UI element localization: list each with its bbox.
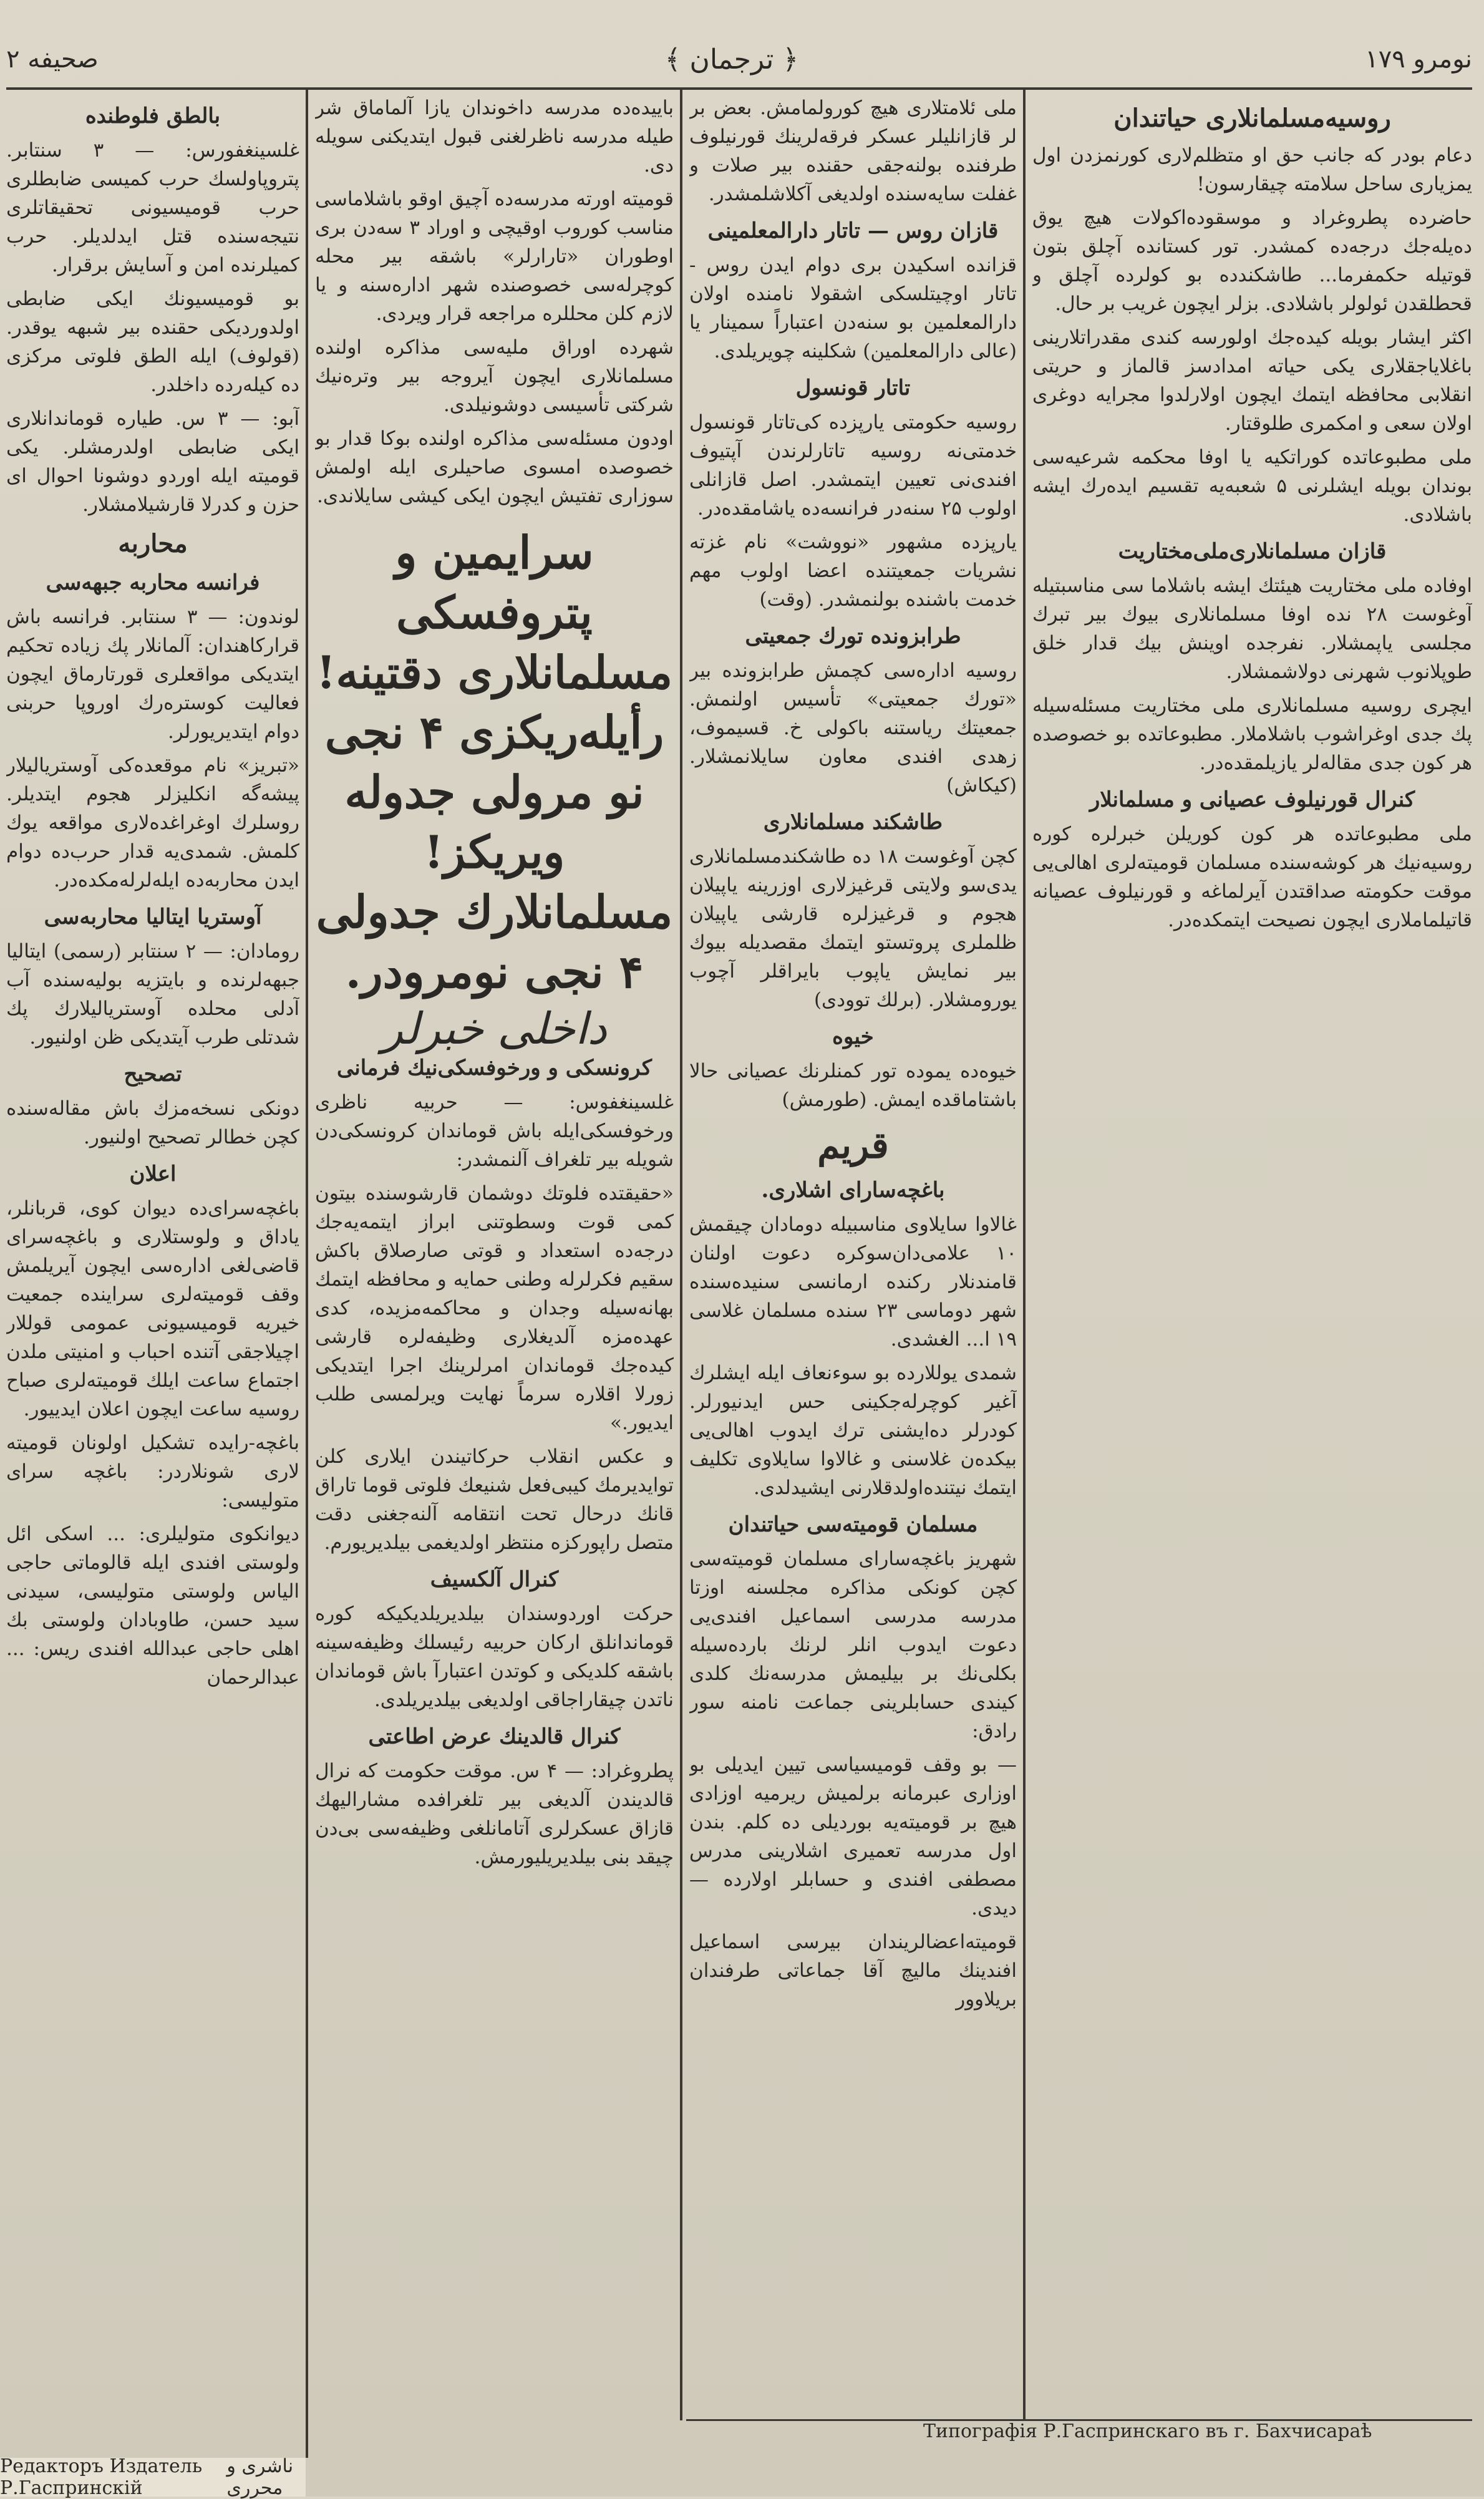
article-paragraph: بو قومیسیونك ایکی ضابطی اولدوردیکی حقنده بیر شبهه یوقدر. (قولوف) ایله الطق فلوتی مرکزی ده کیله‌رده داخلدر. [6,288,299,396]
article-paragraph: شهریز باغچه‌سارای مسلمان قومیته‌سی کچن کونکی مذاکره مجلسنه اوزتا مدرسه مدرسی اسماعیل افندی‌یی دعوت ایدوب انلر لرنك بارده‌سیله بکلی‌نك بر بیلیمش مدرسه‌نك کلدی کیندی حسابلرینی جماعت نامنه سور رادق: [689,1548,1017,1742]
section-heading: قازان روس — تاتار دارالمعلمینی [707,218,999,243]
section-heading: اعلان [129,1162,177,1186]
column-divider [306,87,308,2458]
publisher-ru: Редакторъ Издатель Р.Гаспринскій [0,2455,203,2499]
section-heading: باغچه‌سارای اشلاری. [761,1178,945,1203]
section-heading: کنرال قالدینك عرض اطاعتی [368,1724,621,1749]
article-paragraph: دیوانکوی متولیلری: ... اسکی ائل ولوستی افندی ایله قالوماتی حاجی الیاس ولوستی متولیسی، سیدنی سید حسن، طاوبادان ولوستی بك اهلی حاجی عبدالله افندی ریس: ... عبدالرحمان [6,1523,299,1689]
masthead-rule [6,87,1472,90]
section-heading: قازان مسلمانلاری‌ملی‌مختاریت [1118,539,1387,564]
column-4 [6,94,299,2458]
section-heading: طاشکند مسلمانلاری [763,810,943,835]
article-paragraph: یارپزده مشهور «نووشت» نام غزته نشریات جمعیتنده اعضا اولوب مهم خدمت باشنده بولنمشدر. (وقت) [689,531,1017,611]
article-paragraph: «حقیقتده فلوتك دوشمان قارشوسنده بیتون کمی قوت وسطوتنی ابراز ایتمه‌یه‌جك درجه‌ده استعداد و قوتی صارصلاق باکش سقیم فکرلرله وطنی حمایه و محافظه ایتمك بهانه‌سیله وجدان و محاکمه‌مزیده، کدی عهده‌مزه آلدیغلاری وظیفه‌لره قارشی کیده‌جك قوماندان امرلرینك اجرا ایتدیکی زورلا اقلاره سرماً نهایت ویرلمسی طلب ایدیور.» [315,1182,674,1434]
printer-imprint: Типографія Р.Гаспринскаго въ г. Бахчисараѣ [923,2420,1372,2442]
article-paragraph: حرکت اوردوسندان بیلدیریلدیکیکه کوره قوماندانلق ارکان حربیه رئیسلك وظیفه‌سینه باشقه کلدیکی و کوتدن اعتبارآ باش قوماندان ناتدن چیقاراجاقی اولدیغی بیلدیریلدی. [315,1603,674,1711]
masthead [6,37,1472,81]
section-heading: تصحیح [124,1062,182,1087]
article-paragraph: ملی مطبوعاتده کوراتکیه یا اوفا محکمه شرعیه‌سی بوندان بویله ایشلرنی ۵ شعبه‌یه تقسیم ایده‌رك ایشه باشلادی. [1032,446,1472,526]
article-paragraph: باغچه-رایده تشکیل اولونان قومیته لاری شونلاردر: باغچه سرای متولیسی: [6,1432,299,1512]
section-heading: محاربه [118,529,188,558]
article-paragraph: باغچه‌سرای‌ده دیوان کوی، قربانلر، یاداق و ولوستلاری و باغچه‌سرای قاضی‌لغی اداره‌سی ایچون آیریلمش وقف قومیته‌لری سراینده جمعیت خیریه قومیسیونی عمومی قوللار اچیلاجقی آتنده احباب و امنیتی ملدن اجتماع ساعت ایلك قومیته‌لری صباح روسیه ساعت ایچون اعلان ایدییور. [6,1197,299,1420]
publisher-tt: ناشری و محرری [226,2455,294,2499]
article-paragraph: باییده‌ده مدرسه داخوندان یازا آلماماق شر طیله مدرسه ناظرلغنی قبول ایتدیکنی سویله دی. [315,97,674,177]
page-number: صحیفه ۲ [6,45,99,74]
column-1 [1032,94,1472,2414]
article-paragraph: — بو وقف قومیسیاسی تیین ایدیلی بو اوزاری عبرمانه برلمیش ریرمیه اوزادی هیچ بر قومیته‌یه بوردیلی ده کلم. بندن اول مدرسه تعمیری اشلارینی مدرس مصطفی افندی و حسابلر اولارده — دیدی. [689,1754,1017,1919]
section-ornament-heading: داخلی خبرلر [382,1003,607,1054]
article-paragraph: اوفاده ملی مختاریت هیئتك ایشه باشلاما سی مناسبتیله آوغوست ۲۸ نده اوفا مسلمانلاری بیوك بیر تبرك مجلسی یاپمشلار. نفرجده اوینش بیك قدار خلق طوپلانوب شهرنی دولاشمشلار. [1032,575,1472,683]
section-heading: کنرال قورنیلوف عصیانی و مسلمانلار [1089,787,1415,812]
column-divider [680,87,682,2420]
article-paragraph: دونکی نسخه‌مزك باش مقاله‌سنده کچن خطالر تصحیح اولنیور. [6,1097,299,1148]
article-paragraph: دعام بودر که جانب حق او متظلم‌لاری کورنمزدن اول یمزیاری ساحل سلامته چیقارسون! [1032,144,1472,195]
section-heading: تاتار قونسول [795,376,911,400]
issue-number: ۱۷۹ نومرو [1365,45,1472,74]
section-heading: فرانسه محاربه جبهه‌سی [46,570,260,595]
section-heading: قريم [817,1124,889,1167]
article-paragraph: غلسینغفورس: — ۳ سنتابر. پتروپاولسك حرب کمیسی ضابطلری حرب قومیسیونی تحقیقاتلری نتیجه‌سنده قتل ایدلدیلر. حرب کمیلرنده امن و آسایش برقرار. [6,139,299,276]
article-paragraph: آبو: — ۳ س. طیاره قوماندانلاری ایکی ضابطی اولدرمشلر. یکی قومیته ایله اوردو دوشونا احوال ای حزن و کدرلا قارشیلامشلار. [6,407,299,516]
article-paragraph: ایچری روسیه مسلمانلاری ملی مختاریت مسئله‌سیله پك جدی اوغراشوب باشلاملار. مطبوعاتده بو خصوصده هر کون جدی مقاله‌لر یازیلمقده‌در. [1032,694,1472,774]
section-heading: کرونسکی و ورخوفسکی‌نیك فرمانی [336,1055,652,1080]
section-heading: بالطق فلوطنده [85,104,221,129]
article-paragraph: شمدی یوللارده بو سوءنعاف ایله ایشلرك آغیر کوچرله‌جکینی حس ایدنیورلر. کودرلر ده‌ایشنی ترك ایدوب اهالی‌یی بیکده‌ن غلاسنی و غالاوا سایلاوی تکلیف ایتمك نیتنده‌اولدقلارنی ایشیدلدی. [689,1362,1017,1499]
column-divider [1023,87,1026,2420]
section-heading: کنرال آلکسیف [430,1567,559,1592]
section-heading: طرابزونده تورك جمعیتی [745,624,961,649]
election-notice: سرایمین و پتروفسکی مسلمانلاری دقتینه! رأیله‌ریکزی ۴ نجی نو مرولی جدوله ویریکز! مسلمانلارك جدولی ۴ نجی نومرودر. [316,526,673,998]
article-paragraph: ملی مطبوعاتده هر کون کوریلن خبرلره کوره روسیه‌نیك هر کوشه‌سنده مسلمان قومیته‌لری اهالی‌یی موقت حکومته صداقتدن آیرلماغه و قورنیلوف عصیانه قاتیلماملاری ایچون نصیحت ایتمکده‌در. [1032,823,1472,931]
article-paragraph: کچن آوغوست ۱۸ ده طاشکندمسلمانلاری یدی‌سو ولایتی قرغیزلاری اوزرینه یاپیلان هجوم و قرغیزلره قارشی یاپیلان ظلملری پروتستو ایتمك مقصدیله بیوك بیر نمایش یاپوب بایراقلر آچوب یورومشلار. (برلك توودی) [689,845,1017,1011]
section-heading: آوستریا ایتالیا محاربه‌سی [44,905,262,929]
article-paragraph: اکثر ایشار بویله کیده‌جك اولورسه کندی مقدراتلارینی باغلایاجقلاری یکی حیاته امدادسز قالماز و حریتی انقلابی محافظه ایتمك ایچون اولارلدوا مجرایه دوغری اولان سعی و امکمری طلوقتار. [1032,326,1472,435]
article-paragraph: شهرده اوراق ملیه‌سی مذاکره اولنده مسلمانلاری ایچون آیروجه بیر وتره‌نیك شرکتی تأسیسی دوشونیلدی. [315,336,674,416]
article-paragraph: پطروغراد: — ۴ س. موقت حکومت که نرال قالدیندن آلدیغی بیر تلغرافده مشارالیهك قازاق عسکرلری آتامانلغی وظیفه‌سی بی‌دن چیقد بنی بیلدیریلیورمش. [315,1760,674,1868]
article-paragraph: و عکس انقلاب حرکاتیندن ایلاری کلن توایدیرمك کیبی‌فعل شنیعك فلوتی قوما تاراق قانك درحال تحت انتقامه آلنه‌جغنی دقت متصل راپورکزه منتظر اولدیغمی بیلدیریورم. [315,1445,674,1554]
article-paragraph: قومیته اورته مدرسه‌ده آچیق اوقو باشلاماسی مناسب کوروب اوقیچی و اوراد ۳ سه‌دن بری اوطوران «تارارلر» باشقه بیر محله کوچرله‌سی خصوصنده شهر اداره‌سنه و یا لازم کلن محللره مراجعه قرار ویردی. [315,188,674,325]
article-paragraph: اودون مسئله‌سی مذاکره اولنده بوکا قدار بو خصوصده امسوی صاحیلری ایله اولمش سوزاری تفتیش ایچون ایکی کیشی سایلاندی. [315,427,674,507]
article-paragraph: روسیه حکومتی یارپزده کی‌تاتار قونسول خدمتی‌نه روسیه تاتارلرندن آپتیوف افندی‌نی تعیین ایتمشدر. اصل قازانلی اولوب ۲۵ سنه‌در فرانسه‌ده یاشامقده‌در. [689,411,1017,520]
publisher-imprint [0,2455,306,2499]
column-2 [689,94,1017,2414]
section-heading: خیوه [832,1024,874,1049]
section-heading: مسلمان قومیته‌سی حیاتندان [728,1512,978,1537]
newspaper-title: ﴾ ترجمان ﴿ [664,43,799,75]
article-paragraph: غالاوا سایلاوی مناسبیله دومادان چیقمش ۱۰ علامی‌دان‌سوکره دعوت اولنان قامندنلار رکنده ارمانسی سنیده‌سنده شهر دوماسی ۲۳ سنده مسلمان غلاسی ۱۹ ا... الغشدی. [689,1213,1017,1351]
article-paragraph: غلسینغفوس: — حربیه ناظری ورخوفسکی‌ایله باش قوماندان کرونسکی‌دن شویله بیر تلغراف آلنمشدر: [315,1091,674,1171]
column-3 [315,94,674,2414]
article-paragraph: خیوه‌ده یموده تور کمنلرنك عصیانی حالا باشتاماقده ایمش. (طورمش) [689,1060,1017,1111]
article-paragraph: قومیته‌اعضالریندان بیرسی اسماعیل افندینك مالیچ آقا جماعاتی طرفندان بریلاوور [689,1931,1017,2011]
article-paragraph: حاضرده پطروغراد و موسقوده‌اکولات هیچ یوق ده‌یله‌جك درجه‌ده کمشدر. تور کستانده آچلق بتون قوتیله حکمفرما... طاشکندده بو کولرده آچلق و قحطلقدن ئولولر باشلادی. بزلر ایچون غریب بر حال. [1032,206,1472,315]
article-paragraph: قزانده اسکیدن بری دوام ایدن روس - تاتار اوچیتلسکی اشقولا نامنده اولان دارالمعلمین بو سنه‌دن اعتباراً سمینار یا (عالی دارالمعلمین) شکلینه چویریلدی. [689,254,1017,362]
article-paragraph: «تبریز» نام موقعده‌کی آوستریالیلار پیشه‌گه انکلیزلر هجوم ایتدیلر. روسلرك اوغراغده‌لاری مواقعه یوك کلمش. شمدی‌یه قدار حرب‌ده دوام ایدن محاربه‌ده ایله‌لرله‌مکده‌در. [6,754,299,891]
article-paragraph: ملی ئلامتلاری هیچ کورولمامش. بعض بر لر قازانلیلر عسکر فرقه‌لرینك قورنیلوف طرفنده بولنه‌جقی حقنده بیر صلات و غفلت سایه‌سنده اولدیغی آکلاشلمشدر. [689,97,1017,205]
article-paragraph: لوندون: — ۳ سنتابر. فرانسه باش قرارکاهندان: آلمانلار پك زیاده تحکیم ایتدیکی مواقعلری قورتارماق ایچون فعالیت کوستره‌رك اوروپا حربنی دوام ایتدیریورلر. [6,606,299,743]
article-paragraph: روسیه اداره‌سی کچمش طرابزونده بیر «تورك جمعیتی» تأسیس اولنمش. جمعیتك ریاستنه باکولی خ. قسیموف، زهدی افندی معاون سایلانمشلار. (کیکاش) [689,659,1017,797]
section-heading: روسیه‌مسلمانلاری حیاتندان [1113,104,1391,133]
article-paragraph: رومادان: — ۲ سنتابر (رسمی) ایتالیا جبهه‌لرنده و بایتزیه بولیه‌سنده آب آدلی محلده آوستریالیلارك پك شدتلی طرب آیتدیکی ظن اولنیور. [6,940,299,1049]
